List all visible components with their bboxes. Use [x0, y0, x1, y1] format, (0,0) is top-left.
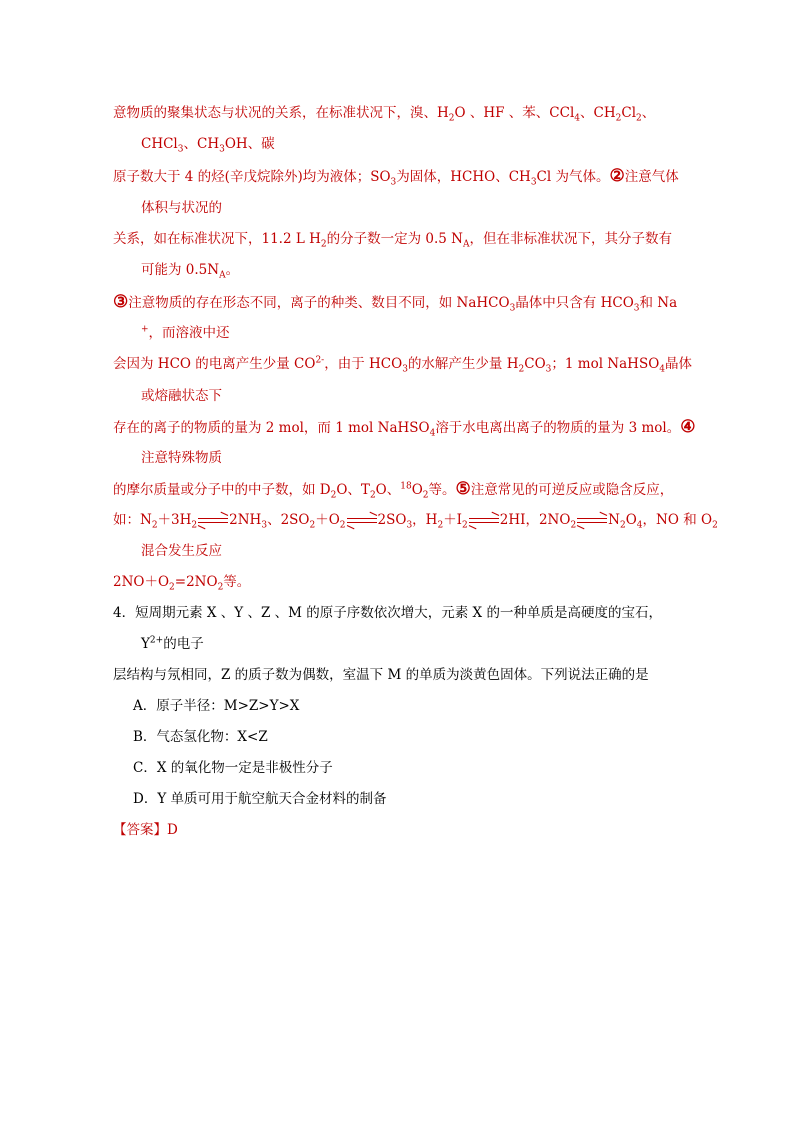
text-line-14: 如：$N_2+3H_2$ $2NH_3$、$2SO_2+O_2$ $2SO_3$，$H_2+I_2$ 2HI，$2NO_2$ $N_2O_4$，NO 和 $O_2$ — [113, 512, 718, 531]
answer-line — [113, 821, 178, 839]
equilibrium-arrow-icon — [469, 516, 499, 526]
text-line-4: 体积与状况的 — [141, 200, 222, 216]
text-line-13: 的摩尔质量或分子中的中子数，如 $D_2O$、$T_2O$、$^{18}O_2$等。⑤注意常见的可逆反应或隐含反应， — [113, 479, 674, 501]
text-line-3: 原子数大于 4 的烃(辛戊烷除外)均为液体；$SO_3$为固体，HCHO、$CH_3Cl$ 为气体。②注意气体 — [113, 166, 679, 188]
text-line-12: 注意特殊物质 — [141, 450, 222, 466]
question-4-stem-line-2: $Y^{2+}$的电子 — [141, 635, 204, 652]
question-4-stem-line-1: 4．短周期元素 X 、Y 、Z 、M 的原子序数依次增大，元素 X 的一种单质是高硬度的宝石， — [113, 605, 662, 621]
text-line-5: 关系，如在标准状况下，11.2 L $H_2$的分子数一定为 0.5 $N_A$，但在非标准状况下，其分子数有 — [113, 231, 672, 250]
answer-value: D — [167, 822, 178, 838]
text-line-15: 混合发生反应 — [141, 543, 222, 559]
text-line-1: 意物质的聚集状态与状况的关系，在标准状况下，溴、$H_2O$ 、HF 、苯、CCl$_4$、$CH_2Cl_2$、 — [113, 105, 656, 124]
equilibrium-arrow-icon — [347, 516, 377, 526]
text-line-7: ③注意物质的存在形态不同，离子的种类、数目不同，如 NaHCO$_3$晶体中只含有 $HCO_3$和 Na — [113, 292, 678, 314]
circled-2-marker: ② — [609, 166, 625, 186]
equilibrium-arrow-icon — [577, 516, 607, 526]
option-b: B．气态氢化物：X<Z — [133, 729, 268, 745]
option-c: C．X 的氧化物一定是非极性分子 — [133, 760, 333, 776]
text-line-6: 可能为 $0.5N_A$。 — [141, 262, 240, 281]
text-line-10: 或熔融状态下 — [141, 388, 222, 404]
option-a: A．原子半径：M>Z>Y>X — [133, 698, 300, 714]
option-d: D．Y 单质可用于航空航天合金材料的制备 — [133, 791, 387, 807]
circled-3-marker: ③ — [113, 292, 129, 312]
circled-4-marker: ④ — [680, 417, 696, 437]
text-line-8: +，而溶液中还 — [141, 324, 230, 341]
question-4-stem-line-3: 层结构与氖相同，Z 的质子数为偶数，室温下 M 的单质为淡黄色固体。下列说法正确的是 — [113, 667, 649, 683]
text-line-16: $2NO+O_2=2NO_2$等。 — [113, 574, 251, 593]
text-line-2: CHCl$_3$、$CH_3OH$、碳 — [141, 136, 275, 155]
text-line-11: 存在的离子的物质的量为 2 mol，而 1 mol NaHSO$_4$溶于水电离出离子的物质的量为 3 mol。④ — [113, 417, 696, 439]
text-line-9: 会因为 HCO 的电离产生少量 $CO^{2-}$，由于 $HCO_3$的水解产生少量 $H_2CO_3$；1 mol NaHSO$_4$晶体 — [113, 355, 692, 375]
circled-5-marker: ⑤ — [455, 479, 471, 499]
answer-label: 【答案】 — [113, 822, 167, 838]
equilibrium-arrow-icon — [198, 516, 228, 526]
